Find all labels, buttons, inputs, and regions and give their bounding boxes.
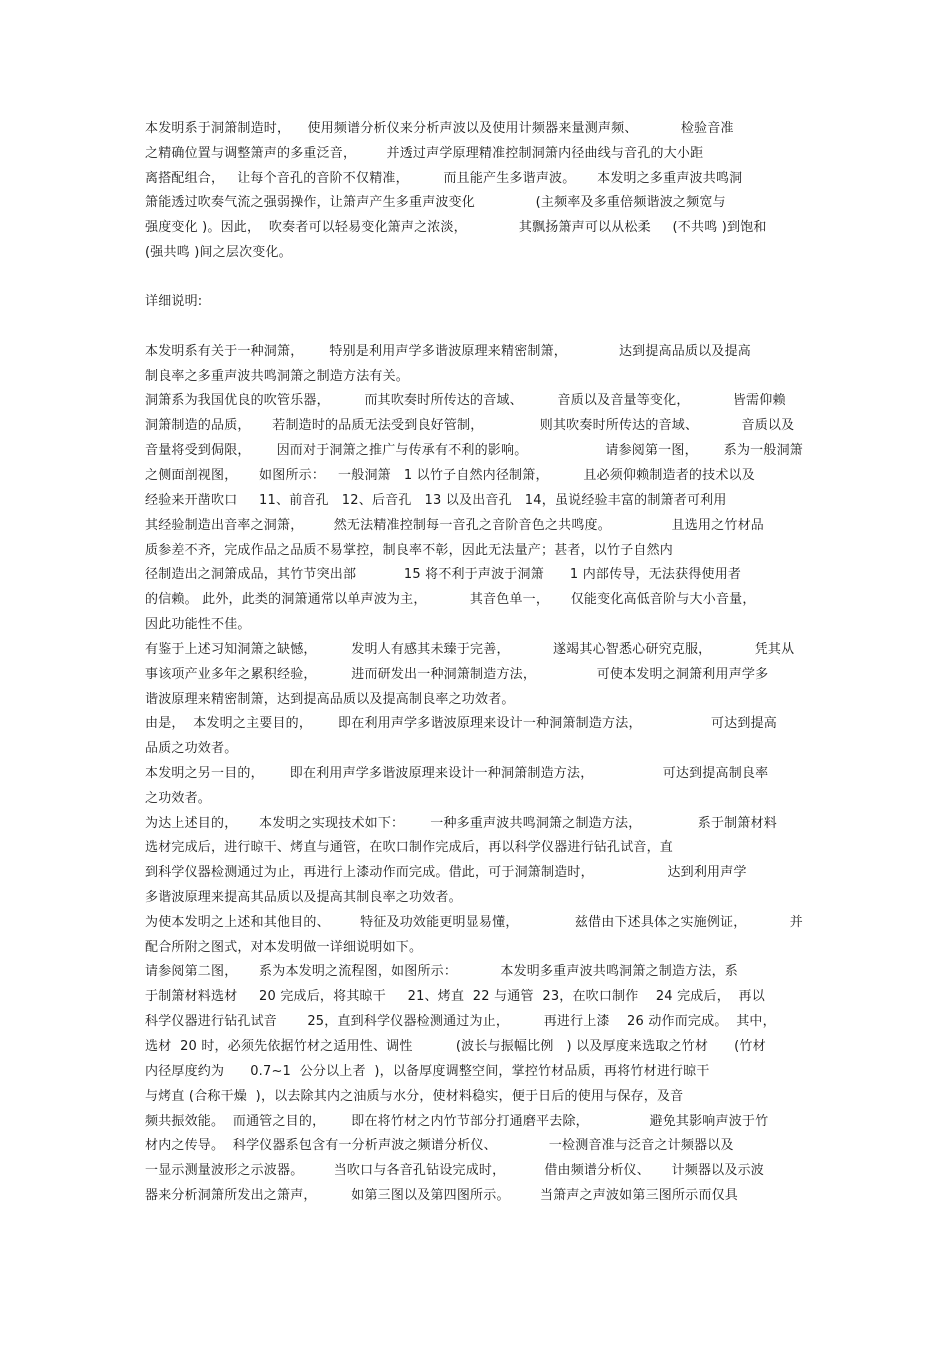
text-line: 本发明系有关于一种洞箫， 特别是利用声学多谐波原理来精密制箫， 达到提高品质以及提高	[145, 344, 751, 359]
text-line: 谐波原理来精密制箫，达到提高品质以及提高制良率之功效者。	[145, 692, 515, 707]
text-line: 到科学仪器检测通过为止，再进行上漆动作而完成。借此，可于洞箫制造时， 达到利用声学	[145, 865, 747, 880]
text-line: 事该项产业多年之累积经验， 进而研发出一种洞箫制造方法， 可使本发明之洞箫利用声学多	[145, 667, 769, 682]
text-line: 音量将受到侷限， 因而对于洞箫之推广与传承有不利的影响。 请参阅第一图， 系为一般洞箫	[145, 443, 803, 458]
text-line: 之侧面剖视图， 如图所示： 一般洞箫 1 以竹子自然内径制箫， 且必须仰赖制造者的技术以及	[145, 468, 755, 483]
text-line: 本发明系于洞箫制造时， 使用频谱分析仪来分析声波以及使用计频器来量测声频、 检验音准	[145, 121, 734, 136]
text-line: 选材 20 时，必须先依据竹材之适用性、调性 (波长与振幅比例 ) 以及厚度来选取之竹材 (竹材	[145, 1039, 766, 1054]
text-line: 请参阅第二图， 系为本发明之流程图，如图所示： 本发明多重声波共鸣洞箫之制造方法，系	[145, 964, 738, 979]
text-line: 为使本发明之上述和其他目的、 特征及功效能更明显易懂， 兹借由下述具体之实施例证， 并	[145, 915, 803, 930]
text-line: 洞箫制造的品质， 若制造时的品质无法受到良好管制， 则其吹奏时所传达的音域、 音质以及	[145, 418, 795, 433]
text-line: 有鉴于上述习知洞箫之缺憾， 发明人有感其未臻于完善， 遂竭其心智悉心研究克服， 凭其从	[145, 642, 795, 657]
text-line: 材内之传导。 科学仪器系包含有一分析声波之频谱分析仪、 一检测音准与泛音之计频器以及	[145, 1138, 734, 1153]
text-line: 本发明之另一目的， 即在利用声学多谐波原理来设计一种洞箫制造方法， 可达到提高制良率	[145, 766, 769, 781]
text-line: 质参差不齐，完成作品之品质不易掌控，制良率不彰，因此无法量产；甚者，以竹子自然内	[145, 543, 674, 558]
text-line: 离搭配组合， 让每个音孔的音阶不仅精准， 而且能产生多谐声波。 本发明之多重声波共鸣洞	[145, 171, 743, 186]
text-line: 洞箫系为我国优良的吹管乐器， 而其吹奏时所传达的音域、 音质以及音量等变化， 皆需仰赖	[145, 393, 786, 408]
section-title: 详细说明:	[145, 294, 203, 309]
text-line: 之功效者。	[145, 791, 212, 806]
text-line: 多谐波原理来提高其品质以及提高其制良率之功效者。	[145, 890, 462, 905]
text-line: 因此功能性不佳。	[145, 617, 251, 632]
text-line: 的信赖。 此外，此类的洞箫通常以单声波为主， 其音色单一， 仅能变化高低音阶与大小音量，	[145, 592, 756, 607]
text-line: 之精确位置与调整箫声的多重泛音， 并透过声学原理精准控制洞箫内径曲线与音孔的大小距	[145, 146, 704, 161]
text-line: 强度变化 )。因此， 吹奏者可以轻易变化箫声之浓淡， 其飘扬箫声可以从松柔 (不共鸣 )到饱和	[145, 220, 767, 235]
text-line: 径制造出之洞箫成品，其竹节突出部 15 将不利于声波于洞箫 1 内部传导，无法获得使用者	[145, 567, 742, 582]
text-line: 由是， 本发明之主要目的， 即在利用声学多谐波原理来设计一种洞箫制造方法， 可达到提高	[145, 716, 777, 731]
text-line: 箫能透过吹奏气流之强弱操作，让箫声产生多重声波变化 (主频率及多重倍频谐波之频宽与	[145, 195, 726, 210]
text-line: 于制箫材料选材 20 完成后，将其晾干 21、烤直 22 与通管 23，在吹口制作 24 完成后， 再以	[145, 989, 765, 1004]
text-line: 制良率之多重声波共鸣洞箫之制造方法有关。	[145, 369, 410, 384]
text-line: 其经验制造出音率之洞箫， 然无法精准控制每一音孔之音阶音色之共鸣度。 且选用之竹材品	[145, 518, 764, 533]
text-line: 频共振效能。 而通管之目的， 即在将竹材之内竹节部分打通磨平去除， 避免其影响声波于竹	[145, 1114, 769, 1129]
text-line: 经验来开凿吹口 11、前音孔 12、后音孔 13 以及出音孔 14，虽说经验丰富的制箫者可利用	[145, 493, 727, 508]
text-line: 器来分析洞箫所发出之箫声， 如第三图以及第四图所示。 当箫声之声波如第三图所示而仅具	[145, 1188, 738, 1203]
text-line: (强共鸣 )间之层次变化。	[145, 245, 292, 260]
text-line: 一显示测量波形之示波器。 当吹口与各音孔钻设完成时， 借由频谱分析仪、 计频器以及示波	[145, 1163, 764, 1178]
text-line: 内径厚度约为 0.7~1 公分以上者 )，以备厚度调整空间，掌控竹材品质，再将竹材进行晾干	[145, 1064, 710, 1079]
text-line: 与烤直 (合称干燥 )，以去除其内之油质与水分，使材料稳实，便于日后的使用与保存，及音	[145, 1089, 684, 1104]
text-line: 配合所附之图式，对本发明做一详细说明如下。	[145, 940, 423, 955]
text-line: 选材完成后，进行晾干、烤直与通管，在吹口制作完成后，再以科学仪器进行钻孔试音，直	[145, 840, 674, 855]
text-line: 品质之功效者。	[145, 741, 238, 756]
text-line: 为达上述目的， 本发明之实现技术如下： 一种多重声波共鸣洞箫之制造方法， 系于制箫材料	[145, 816, 777, 831]
text-line: 科学仪器进行钻孔试音 25，直到科学仪器检测通过为止， 再进行上漆 26 动作而完成。 其中，	[145, 1014, 776, 1029]
